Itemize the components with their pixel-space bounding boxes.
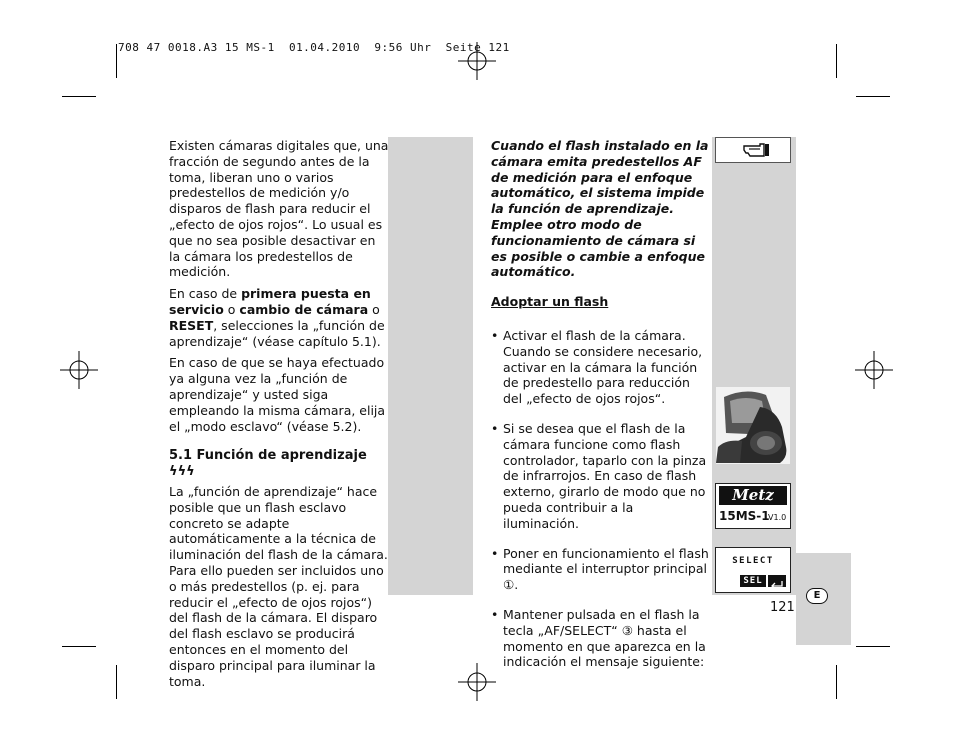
left-column [169,138,389,695]
crop-mark [856,646,890,647]
steps-list [491,328,709,670]
note-box [715,137,791,163]
registration-mark-icon [458,42,496,80]
lcd-return-icon [768,575,786,587]
af-note: Cuando el flash instalado en la cámara emita predestellos AF de medición para el enfoque automático, el sistema impide la función de aprendizaje. Emplee otro modo de funcionamiento de cámara si es posible o cambie a enfoque automático. [491,138,709,280]
crop-mark [836,44,837,78]
lcd-select-text: SELECT [732,556,774,566]
crop-mark [116,665,117,699]
setup-paragraph: En caso de primera puesta en servicio o cambio de cámara o RESET, selecciones la „función de aprendizaje“ (véase capítulo 5.1). [169,286,385,349]
list-item: • Poner en funcionamiento el flash mediante el interruptor principal ①. [491,546,709,593]
intro-paragraph: Existen cámaras digitales que, una fracción de segundo antes de la toma, liberan uno o varios predestellos de medición y/o disparos de flash para reducir el „efecto de ojos rojos“. Lo usual es que no sea posible desactivar en la cámara los predestellos de medición. [169,138,389,280]
pointing-hand-icon [716,138,790,162]
camera-flash-photo [716,387,790,464]
list-item: • Activar el flash de la cámara. Cuando se considere necesario, activar en la cámara la función de predestello para reducción del „efecto de ojos rojos“. [491,328,709,407]
metz-logo: Metz [719,486,787,505]
lcd-sel-label: SEL [740,575,766,587]
learning-paragraph: La „función de aprendizaje“ hace posible que un flash esclavo concreto se adapte automáticamente a la técnica de iluminación del flash de la cámara. Para ello pueden ser incluidos uno o más predestellos (p. ej. para reducir el „efecto de ojos rojos“) del flash de la cámara. El disparo del flash esclavo se producirá entonces en el momento del disparo principal para iluminar la toma. [169,483,388,689]
model-version: V1.0 [768,513,787,522]
right-column [491,138,709,684]
crop-mark [856,96,890,97]
crop-mark [836,665,837,699]
model-box [715,483,791,529]
registration-mark-icon [60,351,98,389]
crop-mark [116,44,117,78]
print-slug: 708 47 0018.A3 15 MS-1 01.04.2010 9:56 Uhr Seite 121 [118,41,510,54]
margin-panel-middle [388,137,473,595]
page-number: 121 [770,600,795,615]
subheading-adopt-flash: Adoptar un flash [491,294,609,310]
slave-mode-paragraph: En caso de que se haya efectuado ya alguna vez la „función de aprendizaje“ y usted siga empleando la misma cámara, elija el „modo esclavo“ (véase 5.2). [169,355,386,434]
section-heading: 5.1 Función de aprendizaje ϟϟϟ [169,448,367,480]
model-name: 15MS-1 [719,509,770,523]
crop-mark [62,96,96,97]
language-badge: E [806,588,828,604]
lcd-display [715,547,791,593]
learning-function-icon: ϟϟϟ [169,464,195,480]
list-item: • Si se desea que el flash de la cámara funcione como flash controlador, taparlo con la pinza de infrarrojos. En caso de flash externo, girarlo de modo que no pueda contribuir a la iluminación. [491,421,709,532]
crop-mark [62,646,96,647]
registration-mark-icon [855,351,893,389]
list-item: • Mantener pulsada en el flash la tecla „AF/SELECT“ ③ hasta el momento en que aparezca en la indicación el mensaje siguiente: [491,607,709,670]
